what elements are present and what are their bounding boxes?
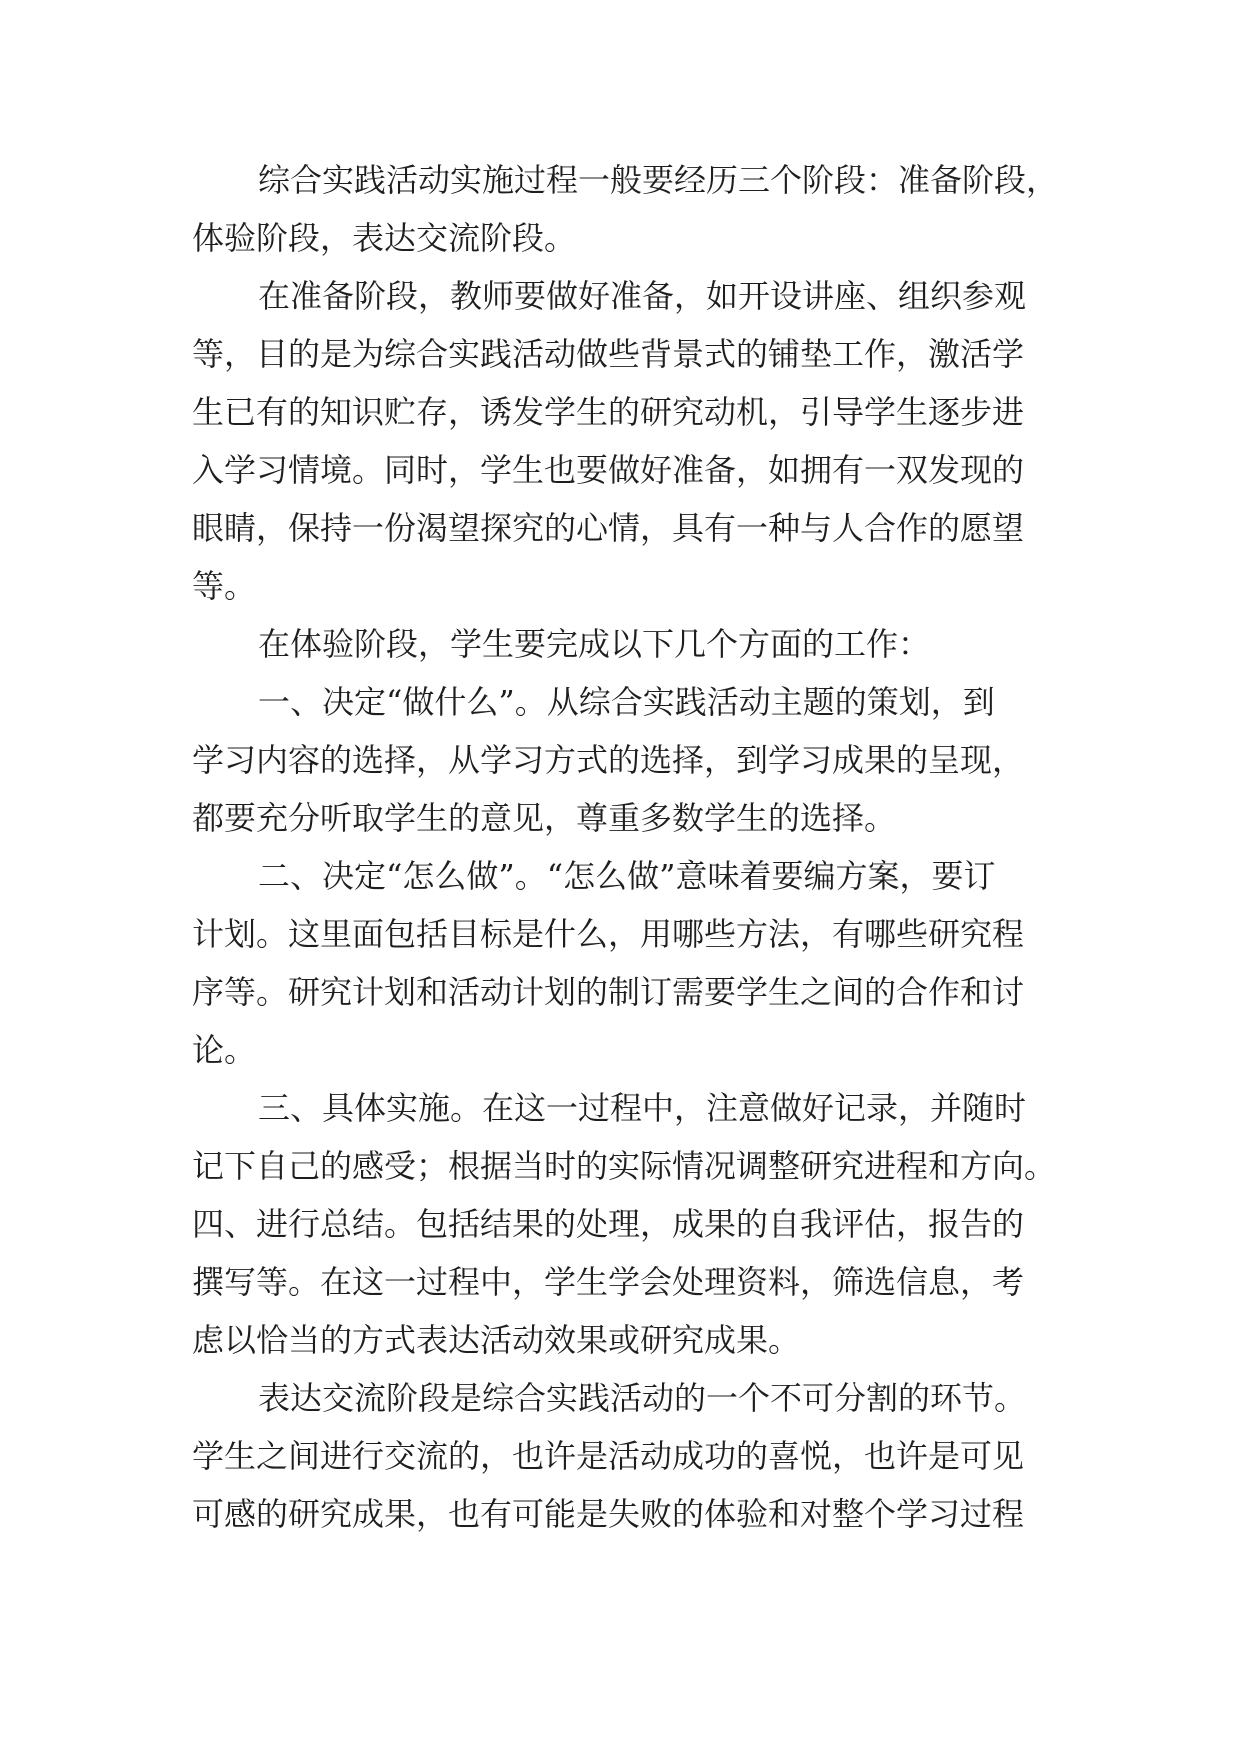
text-line: 记下自己的感受；根据当时的实际情况调整研究进程和方向。 [192,1147,1057,1185]
text-line: 表达交流阶段是综合实践活动的一个不可分割的环节。 [258,1379,1027,1417]
text-line: 在准备阶段，教师要做好准备，如开设讲座、组织参观 [258,277,1027,315]
text-line: 等，目的是为综合实践活动做些背景式的铺垫工作，激活学 [192,335,1025,373]
text-line: 撰写等。在这一过程中，学生学会处理资料，筛选信息，考 [192,1263,1025,1301]
text-line: 可感的研究成果，也有可能是失败的体验和对整个学习过程 [192,1495,1025,1533]
text-line: 等。 [192,567,257,605]
text-line: 一、决定“做什么”。从综合实践活动主题的策划，到 [258,683,995,721]
text-line: 三、具体实施。在这一过程中，注意做好记录，并随时 [258,1089,1027,1127]
text-line: 二、决定“怎么做”。“怎么做”意味着要编方案，要订 [258,857,996,895]
text-line: 四、进行总结。包括结果的处理，成果的自我评估，报告的 [192,1205,1025,1243]
text-line: 体验阶段，表达交流阶段。 [192,219,577,257]
text-line: 眼睛，保持一份渴望探究的心情，具有一种与人合作的愿望 [192,509,1025,547]
text-line: 在体验阶段，学生要完成以下几个方面的工作： [258,625,931,663]
text-line: 序等。研究计划和活动计划的制订需要学生之间的合作和讨 [192,973,1025,1011]
text-line: 综合实践活动实施过程一般要经历三个阶段：准备阶段， [258,161,1059,199]
text-line: 生已有的知识贮存，诱发学生的研究动机，引导学生逐步进 [192,393,1025,431]
text-line: 计划。这里面包括目标是什么，用哪些方法，有哪些研究程 [192,915,1025,953]
text-line: 入学习情境。同时，学生也要做好准备，如拥有一双发现的 [192,451,1025,489]
text-line: 论。 [192,1031,257,1069]
text-line: 学生之间进行交流的，也许是活动成功的喜悦，也许是可见 [192,1437,1025,1475]
text-line: 都要充分听取学生的意见，尊重多数学生的选择。 [192,799,897,837]
text-line: 虑以恰当的方式表达活动效果或研究成果。 [192,1321,801,1359]
text-line: 学习内容的选择，从学习方式的选择，到学习成果的呈现， [192,741,1025,779]
